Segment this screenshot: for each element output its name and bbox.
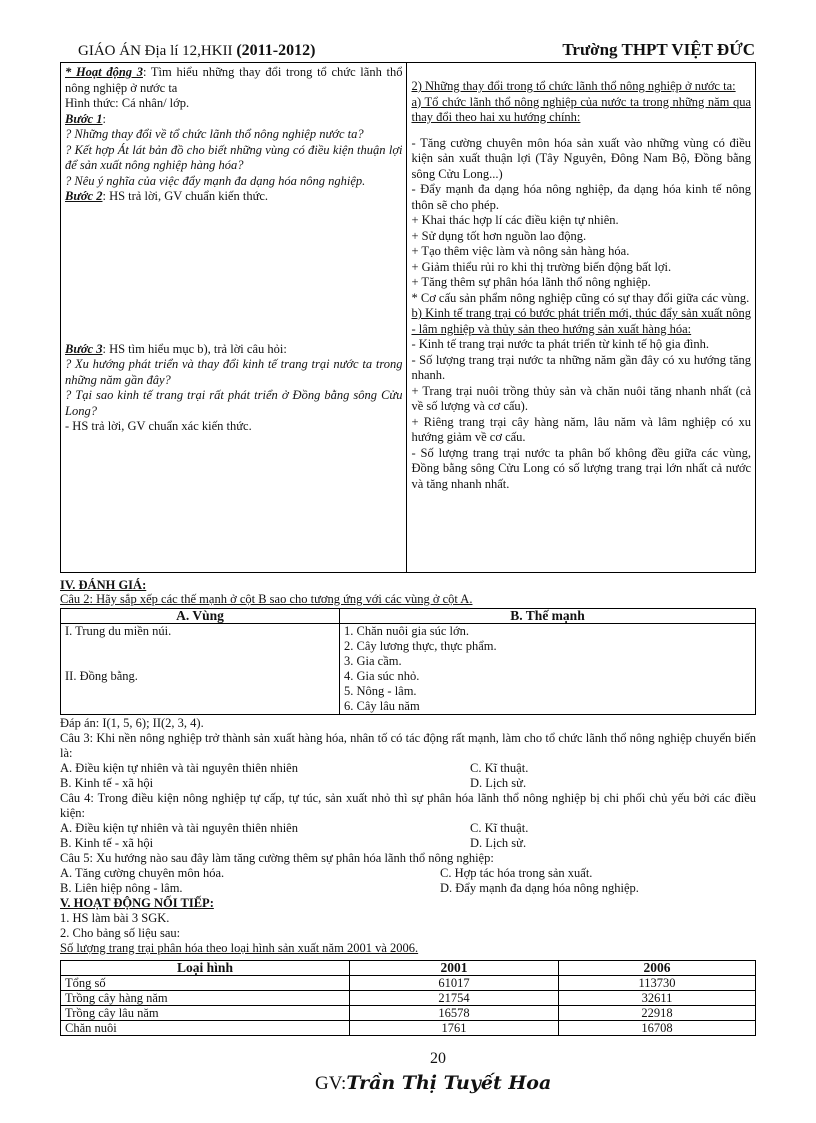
activity-title: * Hoạt động 3: [65, 65, 143, 79]
farm-stats-table: [60, 960, 756, 1036]
page-number: 20: [430, 1050, 446, 1067]
section-b: b) Kinh tế trang trại có bước phát triển mới, thúc đẩy sản xuất nông - lâm nghiệp và thủy sản theo hướng sản xuất hàng hóa:: [411, 306, 751, 336]
step3-label: Bước 3: [65, 341, 103, 356]
section-title: 2) Những thay đổi trong tổ chức lãnh thổ nông nghiệp ở nước ta:: [411, 79, 736, 93]
col-2006: 2006: [559, 961, 756, 976]
table-row: Trồng cây lâu năm 16578 22918: [61, 1006, 756, 1021]
question-2: ? Kết hợp Át lát bản đồ cho biết những vùng có điều kiện thuận lợi để sản xuất nông nghiệp hàng hóa?: [65, 142, 403, 172]
question-4: ? Xu hướng phát triển và thay đổi kinh tế trang trại nước ta trong những năm gần đây?: [65, 357, 403, 387]
col-b-header: B. Thế mạnh: [340, 609, 756, 624]
quiz-section: Đáp án: I(1, 5, 6); II(2, 3, 4). Câu 3: Khi nền nông nghiệp trở thành sản xuất hàng hóa, nhân tố có tác động rất mạnh, làm cho tổ chức lãnh thổ nông nghiệp chuyển biến là: A. Điều kiện tự nhiên và tài nguyên thiên nhiên C. Kĩ thuật. B. Kinh tế - xã hội D. Lịch sử. Câu 4: Trong điều kiện nông nghiệp tự cấp, tự túc, sản xuất nhỏ thì sự phân hóa lãnh thổ nông nghiệp bị chi phối chủ yếu bởi các điều kiện: A. Điều kiện tự nhiên và tài nguyên thiên nhiên C. Kĩ thuật. B. Kinh tế - xã hội D. Lịch sử. Câu 5: Xu hướng nào sau đây làm tăng cường thêm sự phân hóa lãnh thổ nông nghiệp: A. Tăng cường chuyên môn hóa. C. Hợp tác hóa trong sản xuất. B. Liên hiệp nông - lâm. D. Đẩy mạnh đa dạng hóa nông nghiệp. V. HOẠT ĐỘNG NỐI TIẾP: 1. HS làm bài 3 SGK. 2. Cho bảng số liệu sau: Số lượng trang trại phân hóa theo loại hình sản xuất năm 2001 và 2006.: [60, 716, 756, 955]
strengths-cell: 1. Chăn nuôi gia súc lớn. 2. Cây lương thực, thực phẩm. 3. Gia cầm. 4. Gia súc nhỏ. 5. Nông - lâm. 6. Cây lâu năm: [340, 624, 756, 715]
content-cell: 2) Những thay đổi trong tổ chức lãnh thổ nông nghiệp ở nước ta: a) Tổ chức lãnh thổ nông nghiệp của nước ta trong những năm qua thay đổi theo hai xu hướng chính: - Tăng cường chuyên môn hóa sản xuất vào những vùng có điều kiện sản xuất thuận lợi (Tây Nguyên, Đông Nam Bộ, Đồng bằng sông Cửu Long...) - Đẩy mạnh đa dạng hóa nông nghiệp, đa dạng hóa kinh tế nông thôn sẽ cho phép. + Khai thác hợp lí các điều kiện tự nhiên. + Sử dụng tốt hơn nguồn lao động. + Tạo thêm việc làm và nông sản hàng hóa. + Giảm thiểu rủi ro khi thị trường biến động bất lợi. + Tăng thêm sự phân hóa lãnh thổ nông nghiệp. * Cơ cấu sản phẩm nông nghiệp cũng có sự thay đổi giữa các vùng. b) Kinh tế trang trại có bước phát triển mới, thúc đẩy sản xuất nông - lâm nghiệp và thủy sản theo hướng sản xuất hàng hóa: - Kinh tế trang trại nước ta phát triển từ kinh tế hộ gia đình. - Số lượng trang trại nước ta những năm gần đây có xu hướng tăng nhanh. + Trang trại nuôi trồng thủy sản và chăn nuôi tăng nhanh nhất (cả về số lượng và cơ cấu). + Riêng trang trại cây hàng năm, lâu năm và lâm nghiệp có xu hướng giảm về cơ cấu. - Số lượng trang trại nước ta phân bố không đều giữa các vùng, Đồng bằng sông Cửu Long có số lượng trang trại lớn nhất cả nước và tăng nhanh nhất.: [407, 63, 756, 573]
section-a: a) Tổ chức lãnh thổ nông nghiệp của nước ta trong những năm qua thay đổi theo hai xu hướng chính:: [411, 94, 751, 124]
table-row: Tổng số 61017 113730: [61, 976, 756, 991]
table-row: Chăn nuôi 1761 16708: [61, 1021, 756, 1036]
question-4-text: Câu 4: Trong điều kiện nông nghiệp tự cấp, tự túc, sản xuất nhỏ thì sự phân hóa lãnh thổ nông nghiệp bị chi phối chủ yếu bởi các điều kiện:: [60, 791, 756, 820]
header-subject: GIÁO ÁN Địa lí 12,HKII (2011-2012): [78, 42, 316, 59]
question-1: ? Những thay đổi về tổ chức lãnh thổ nông nghiệp nước ta?: [65, 127, 364, 141]
answer-key: Đáp án: I(1, 5, 6); II(2, 3, 4).: [60, 716, 204, 730]
table-row: Trồng cây hàng năm 21754 32611: [61, 991, 756, 1006]
col-2001: 2001: [350, 961, 559, 976]
lesson-table: [60, 62, 756, 573]
question-5-text: Câu 5: Xu hướng nào sau đây làm tăng cường thêm sự phân hóa lãnh thổ nông nghiệp:: [60, 851, 494, 865]
matching-table: [60, 608, 756, 715]
question-5: ? Tại sao kinh tế trang trại rất phát triển ở Đồng bằng sông Cửu Long?: [65, 388, 403, 418]
step2-label: Bước 2: [65, 189, 103, 203]
col-type: Loại hình: [61, 961, 350, 976]
page-header: [60, 40, 755, 63]
question-3: ? Nêu ý nghĩa của việc đẩy mạnh đa dạng hóa nông nghiệp.: [65, 173, 366, 188]
answer-note: - HS trả lời, GV chuẩn xác kiến thức.: [65, 419, 252, 433]
teacher-activity-cell: * Hoạt động 3: Tìm hiểu những thay đổi trong tổ chức lãnh thổ nông nghiệp ở nước ta Hình thức: Cá nhân/ lớp. Bước 1: ? Những thay đổi về tổ chức lãnh thổ nông nghiệp nước ta? ? Kết hợp Át lát bản đồ cho biết những vùng có điều kiện thuận lợi để sản xuất nông nghiệp hàng hóa? ? Nêu ý nghĩa của việc đẩy mạnh đa dạng hóa nông nghiệp. Bước 2: HS trả lời, GV chuẩn kiến thức. Bước 3: HS tìm hiểu mục b), trả lời câu hỏi: ? Xu hướng phát triển và thay đổi kinh tế trang trại nước ta trong những năm gần đây? ? Tại sao kinh tế trang trại rất phát triển ở Đồng bằng sông Cửu Long? - HS trả lời, GV chuẩn xác kiến thức.: [61, 63, 407, 573]
header-school: Trường THPT VIỆT ĐỨC: [562, 40, 755, 59]
evaluation-heading: IV. ĐÁNH GIÁ:: [60, 578, 147, 592]
regions-cell: I. Trung du miền núi. II. Đồng bằng.: [61, 624, 340, 715]
col-a-header: A. Vùng: [61, 609, 340, 624]
question-2-text: Câu 2: Hãy sắp xếp các thế mạnh ở cột B sao cho tương ứng với các vùng ở cột A.: [60, 592, 473, 606]
step1-label: Bước 1: [65, 111, 103, 126]
next-activity-heading: V. HOẠT ĐỘNG NỐI TIẾP:: [60, 896, 214, 910]
question-3-text: Câu 3: Khi nền nông nghiệp trở thành sản xuất hàng hóa, nhân tố có tác động rất mạnh, làm cho tổ chức lãnh thổ nông nghiệp chuyển biến là:: [60, 731, 756, 760]
form-text: Hình thức: Cá nhân/ lớp.: [65, 96, 190, 110]
table-caption: Số lượng trang trại phân hóa theo loại hình sản xuất năm 2001 và 2006.: [60, 941, 419, 955]
teacher-signature: GV:Trần Thị Tuyết Hoa: [315, 1072, 552, 1094]
